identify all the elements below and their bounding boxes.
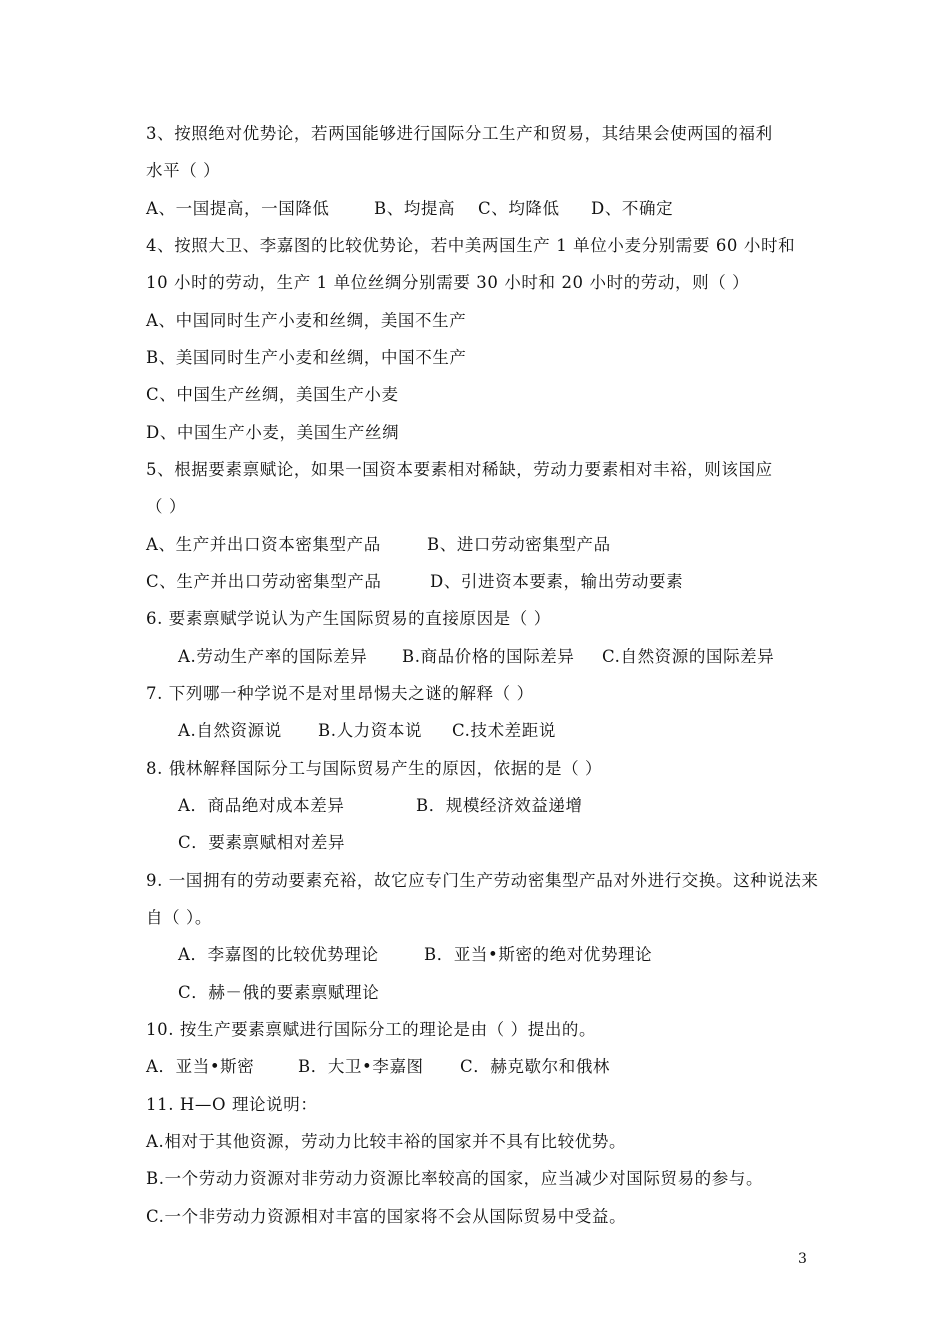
question-7-options bbox=[0, 720, 950, 742]
question-10-options bbox=[0, 1056, 950, 1078]
question-3-options bbox=[0, 198, 950, 220]
option-d: D、中国生产小麦，美国生产丝绸 bbox=[146, 423, 400, 442]
question-9-options-ab bbox=[0, 944, 950, 966]
question-8-text: 8. 俄林解释国际分工与国际贸易产生的原因，依据的是（ ） bbox=[146, 759, 603, 778]
question-6-text: 6. 要素禀赋学说认为产生国际贸易的直接原因是（ ） bbox=[146, 609, 551, 628]
option-c: C.一个非劳动力资源相对丰富的国家将不会从国际贸易中受益。 bbox=[146, 1207, 627, 1226]
option-b: B．亚当•斯密的绝对优势理论 bbox=[424, 945, 653, 964]
option-c: C.技术差距说 bbox=[452, 721, 556, 740]
option-a: A.相对于其他资源，劳动力比较丰裕的国家并不具有比较优势。 bbox=[146, 1132, 627, 1151]
question-9-text-cont: 自（ ）。 bbox=[146, 908, 212, 927]
question-8-options-ab bbox=[0, 795, 950, 817]
option-a: A．商品绝对成本差异 bbox=[178, 796, 345, 815]
option-d: D、引进资本要素，输出劳动要素 bbox=[430, 572, 684, 591]
option-c: C、均降低 bbox=[478, 199, 560, 218]
option-b: B、均提高 bbox=[374, 199, 456, 218]
question-9-text: 9. 一国拥有的劳动要素充裕，故它应专门生产劳动密集型产品对外进行交换。这种说法来 bbox=[146, 871, 819, 890]
question-5-blank: （ ） bbox=[146, 497, 187, 516]
option-b: B、美国同时生产小麦和丝绸，中国不生产 bbox=[146, 348, 467, 367]
option-c: C、生产并出口劳动密集型产品 bbox=[146, 572, 382, 591]
option-a: A.劳动生产率的国际差异 bbox=[178, 647, 368, 666]
question-10-text: 10. 按生产要素禀赋进行国际分工的理论是由（ ）提出的。 bbox=[146, 1020, 597, 1039]
option-b: B.一个劳动力资源对非劳动力资源比率较高的国家，应当减少对国际贸易的参与。 bbox=[146, 1169, 764, 1188]
option-c: C．赫克歇尔和俄林 bbox=[460, 1057, 611, 1076]
question-3-blank: 水平（ ） bbox=[146, 161, 221, 180]
question-5-options-cd bbox=[0, 571, 950, 593]
option-a: A、一国提高，一国降低 bbox=[146, 199, 330, 218]
question-5-text: 5、根据要素禀赋论，如果一国资本要素相对稀缺，劳动力要素相对丰裕，则该国应 bbox=[146, 460, 773, 479]
option-b: B.人力资本说 bbox=[318, 721, 423, 740]
option-b: B.商品价格的国际差异 bbox=[402, 647, 575, 666]
option-a: A．李嘉图的比较优势理论 bbox=[178, 945, 379, 964]
question-11-text: 11. H—O 理论说明： bbox=[146, 1095, 318, 1114]
question-3-text: 3、按照绝对优势论，若两国能够进行国际分工生产和贸易，其结果会使两国的福利 bbox=[146, 124, 773, 143]
option-b: B．规模经济效益递增 bbox=[416, 796, 583, 815]
option-c: C．赫－俄的要素禀赋理论 bbox=[178, 983, 380, 1002]
page-number: 3 bbox=[798, 1251, 807, 1267]
option-c: C.自然资源的国际差异 bbox=[602, 647, 775, 666]
option-a: A．亚当•斯密 bbox=[146, 1057, 255, 1076]
option-b: B、进口劳动密集型产品 bbox=[427, 535, 611, 554]
option-c: C、中国生产丝绸，美国生产小麦 bbox=[146, 385, 399, 404]
question-4-text-cont: 10 小时的劳动，生产 1 单位丝绸分别需要 30 小时和 20 小时的劳动，则（ ） bbox=[146, 273, 750, 292]
option-a: A、中国同时生产小麦和丝绸，美国不生产 bbox=[146, 311, 467, 330]
question-6-options bbox=[0, 646, 950, 668]
option-a: A、生产并出口资本密集型产品 bbox=[146, 535, 381, 554]
option-a: A.自然资源说 bbox=[178, 721, 282, 740]
option-d: D、不确定 bbox=[591, 199, 674, 218]
question-7-text: 7. 下列哪一种学说不是对里昂惕夫之谜的解释（ ） bbox=[146, 684, 534, 703]
question-5-options-ab bbox=[0, 534, 950, 556]
option-b: B．大卫•李嘉图 bbox=[298, 1057, 424, 1076]
question-4-text: 4、按照大卫、李嘉图的比较优势论，若中美两国生产 1 单位小麦分别需要 60 小时和 bbox=[146, 236, 796, 255]
option-c: C．要素禀赋相对差异 bbox=[178, 833, 346, 852]
